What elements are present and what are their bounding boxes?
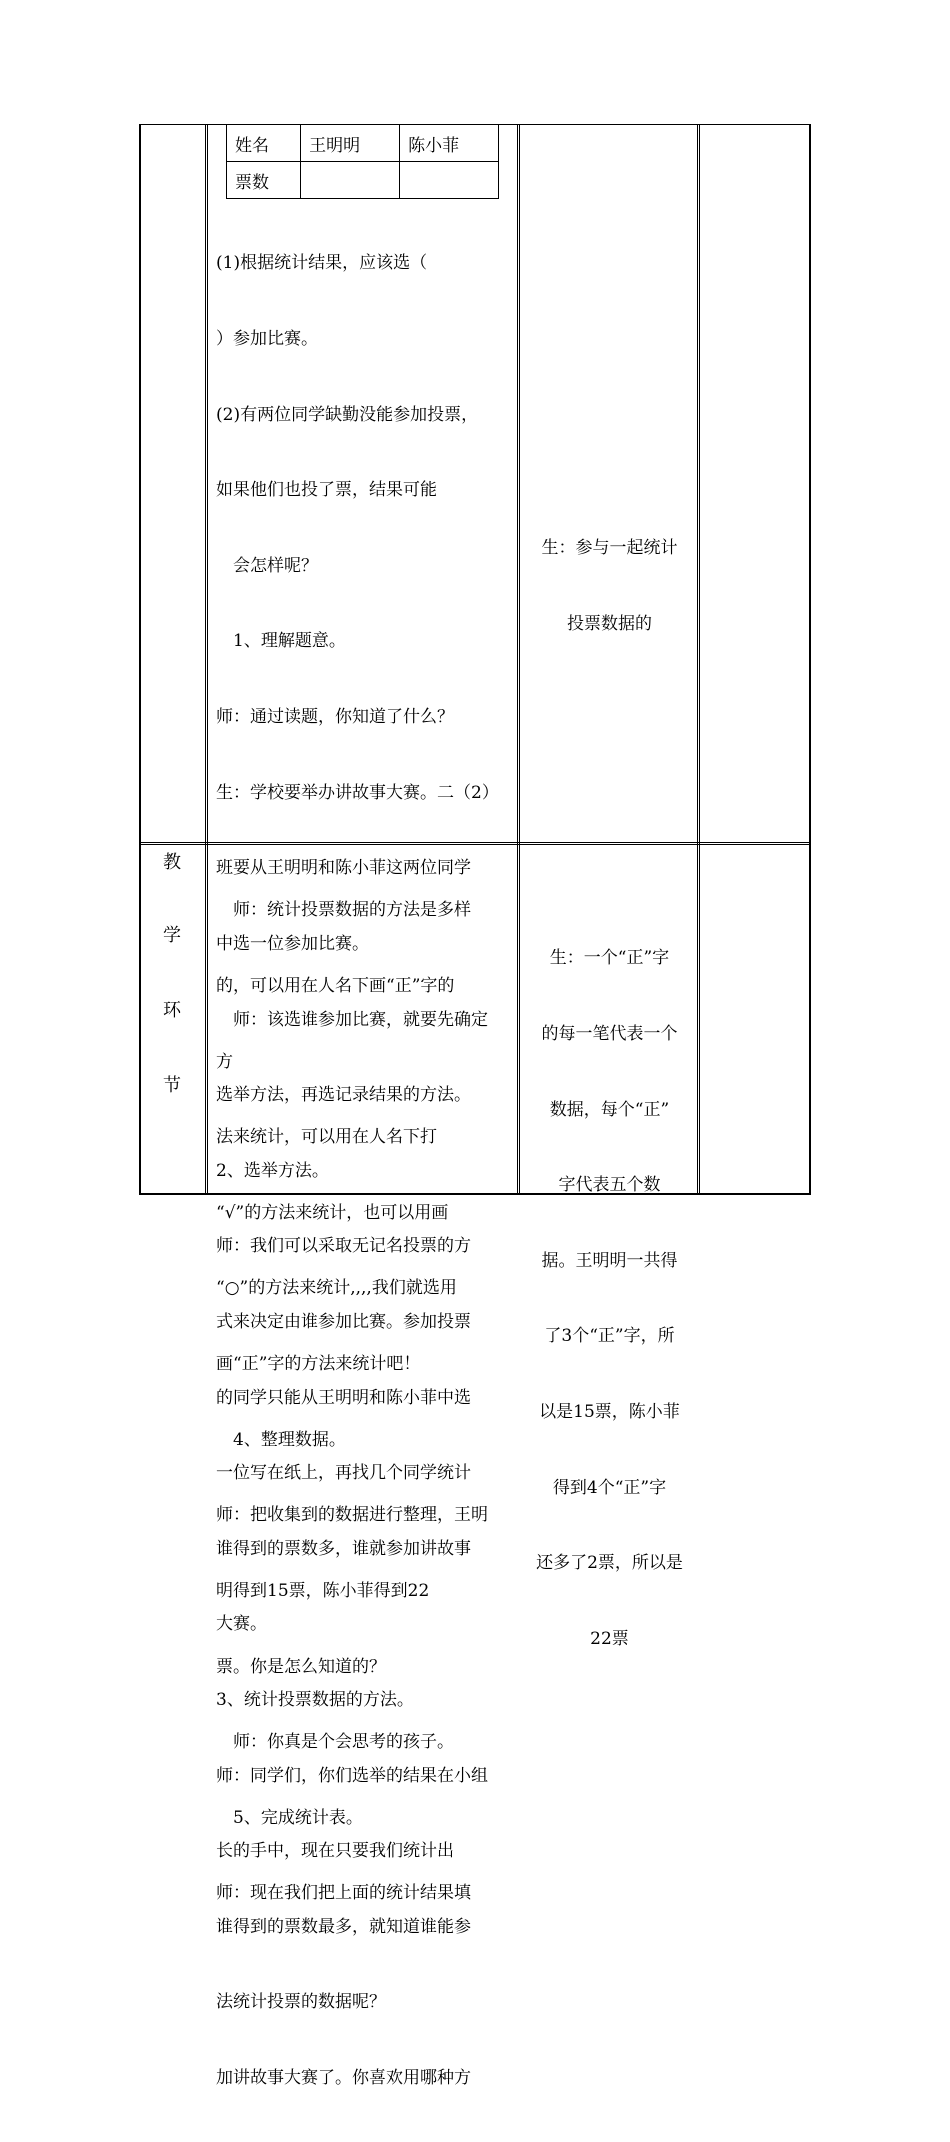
- row-label-votes: 票数: [227, 162, 301, 199]
- column-divider: [697, 124, 700, 1195]
- text-line: 班要从王明明和陈小菲这两位同学: [216, 858, 471, 879]
- column-divider: [205, 124, 208, 1195]
- vote-cell-chen: [400, 162, 499, 199]
- text-line: 师：同学们，你们选举的结果在小组: [216, 1765, 488, 1786]
- text-line: 字代表五个数: [558, 1175, 661, 1196]
- section-label-char: 学: [163, 925, 181, 946]
- text-line: 谁得到的票数多，谁就参加讲故事: [216, 1538, 471, 1559]
- text-line: 数据，每个“正”: [549, 1099, 670, 1120]
- text-line: 大赛。: [216, 1614, 267, 1635]
- text-line: 了3个“正”字，所: [544, 1326, 675, 1347]
- text-line: 生：一个“正”字: [549, 948, 670, 969]
- teacher-activity-text-2: [216, 848, 488, 1957]
- text-line: 法来统计，可以用在人名下打: [216, 1127, 437, 1148]
- text-line: 的同学只能从王明明和陈小菲中选: [216, 1387, 471, 1408]
- text-line: 生：学校要举办讲故事大赛。二（2）: [216, 782, 499, 803]
- student-activity-text-2: [522, 896, 697, 1703]
- text-line: 师：你真是个会思考的孩子。: [216, 1732, 454, 1753]
- text-line: 生：参与一起统计: [541, 538, 678, 559]
- text-line: 4、整理数据。: [216, 1429, 346, 1450]
- text-line: 法统计投票的数据呢？: [216, 1992, 386, 2013]
- text-line: 长的手中，现在只要我们统计出: [216, 1841, 454, 1862]
- vote-tally-table: [226, 124, 499, 199]
- text-line: 会怎样呢？: [216, 555, 318, 576]
- text-line: 师：统计投票数据的方法是多样: [216, 900, 471, 921]
- section-label-char: 教: [163, 852, 181, 873]
- text-line: 方: [216, 1051, 233, 1072]
- text-line: (2)有两位同学缺勤没能参加投票，: [216, 404, 479, 425]
- text-line: 式来决定由谁参加比赛。参加投票: [216, 1311, 471, 1332]
- header-cell-wang: 王明明: [301, 125, 400, 162]
- header-cell-name: 姓名: [227, 125, 301, 162]
- text-line: 3、统计投票数据的方法。: [216, 1689, 414, 1710]
- text-line: 师：现在我们把上面的统计结果填: [216, 1883, 471, 1904]
- text-line: 据。王明明一共得: [541, 1250, 678, 1271]
- vote-cell-wang: [301, 162, 400, 199]
- student-activity-text-1: [522, 486, 697, 688]
- text-line: 的，可以用在人名下画“正”字的: [216, 976, 455, 997]
- text-line: 一位写在纸上，再找几个同学统计: [216, 1463, 471, 1484]
- table-row: [227, 125, 499, 162]
- text-line: 师：我们可以采取无记名投票的方: [216, 1236, 471, 1257]
- section-label-char: 节: [163, 1075, 181, 1096]
- text-line: 如果他们也投了票，结果可能: [216, 480, 437, 501]
- text-line: 明得到15票，陈小菲得到22: [216, 1580, 430, 1601]
- text-line: 投票数据的: [567, 614, 652, 635]
- text-line: 1、理解题意。: [216, 631, 346, 652]
- text-line: 还多了2票，所以是: [536, 1553, 683, 1574]
- text-line: 2、选举方法。: [216, 1160, 329, 1181]
- text-line: 22票: [590, 1628, 629, 1649]
- text-line: (1)根据统计结果，应该选（: [216, 253, 428, 274]
- text-line: 票。你是怎么知道的？: [216, 1656, 386, 1677]
- text-line: 以是15票，陈小菲: [539, 1402, 680, 1423]
- text-line: 加讲故事大赛了。你喜欢用哪种方: [216, 2068, 471, 2089]
- text-line: 选举方法，再选记录结果的方法。: [216, 1085, 471, 1106]
- header-cell-chen: 陈小菲: [400, 125, 499, 162]
- text-line: 画“正”字的方法来统计吧！: [216, 1354, 421, 1375]
- text-line: 的每一笔代表一个: [541, 1024, 678, 1045]
- text-line: 谁得到的票数最多，就知道谁能参: [216, 1916, 471, 1937]
- text-line: 师：通过读题，你知道了什么？: [216, 707, 454, 728]
- text-line: 得到4个“正”字: [552, 1477, 667, 1498]
- text-line: 师：该选谁参加比赛，就要先确定: [216, 1009, 488, 1030]
- text-line: “√”的方法来统计，也可以用画: [216, 1202, 449, 1223]
- text-line: 5、完成统计表。: [216, 1807, 363, 1828]
- section-label-char: 环: [163, 1000, 181, 1021]
- column-divider: [517, 124, 520, 1195]
- table-row: [227, 162, 499, 199]
- text-line: 中选一位参加比赛。: [216, 933, 369, 954]
- text-line: “○”的方法来统计,,,,我们就选用: [216, 1278, 457, 1299]
- text-line: ）参加比赛。: [216, 329, 318, 350]
- text-line: 师：把收集到的数据进行整理，王明: [216, 1505, 488, 1526]
